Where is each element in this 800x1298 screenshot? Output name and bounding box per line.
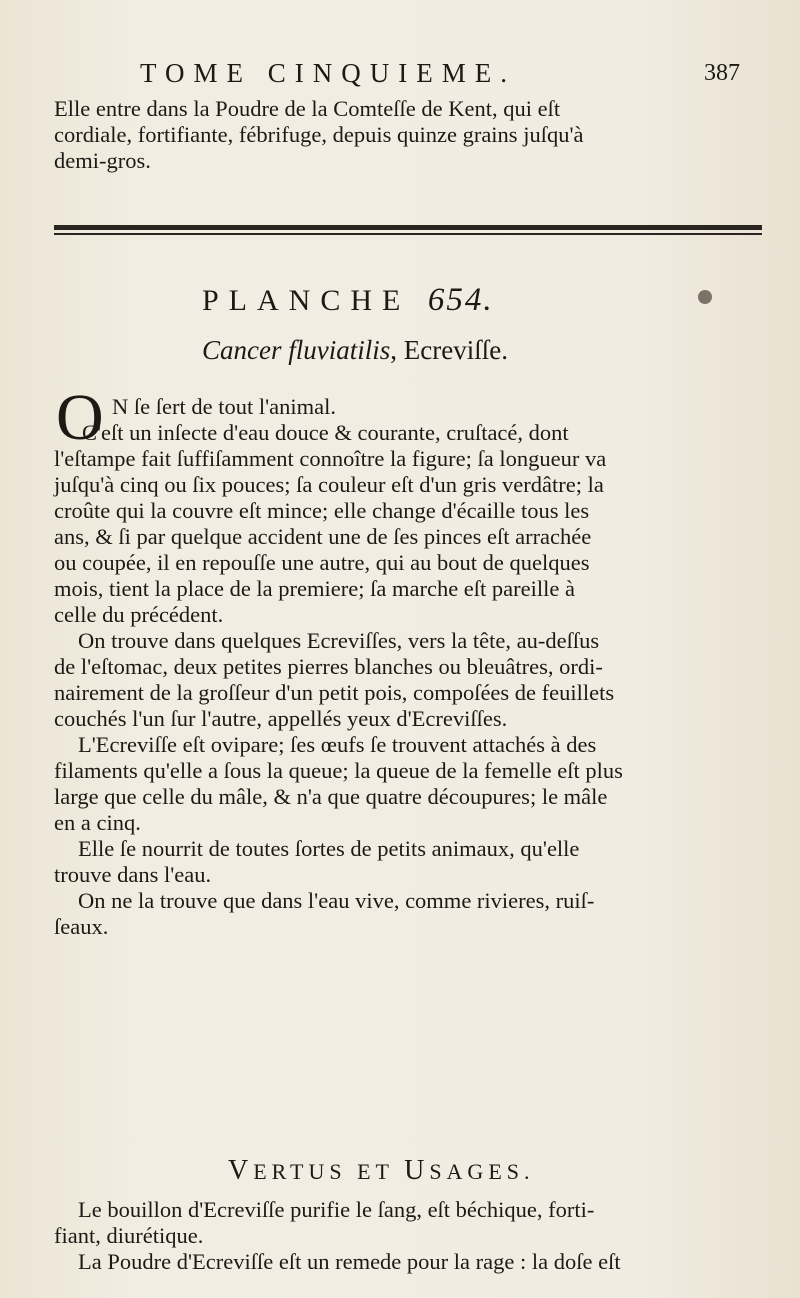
text-line: en a cinq. bbox=[54, 810, 141, 835]
text-line: Elle entre dans la Poudre de la Comteſſe de Kent, qui eſt bbox=[54, 96, 561, 121]
first-lines bbox=[82, 394, 752, 446]
plate-label: PLANCHE bbox=[202, 284, 411, 317]
plate-subtitle bbox=[202, 335, 508, 366]
french-name: , Ecreviſſe. bbox=[390, 335, 508, 365]
text-line: l'eſtampe fait ſuffiſamment connoître la figure; ſa longueur va bbox=[54, 446, 607, 471]
text-line: ſeaux. bbox=[54, 914, 109, 939]
section-heading: VERTUS ET USAGES. bbox=[228, 1155, 535, 1186]
text-line: fiant, diurétique. bbox=[54, 1223, 204, 1248]
page-number: 387 bbox=[704, 60, 740, 86]
text-line: cordiale, fortifiante, fébrifuge, depuis quinze grains juſqu'à bbox=[54, 122, 584, 147]
text-line: couchés l'un ſur l'autre, appellés yeux d'Ecreviſſes. bbox=[54, 706, 508, 731]
running-head bbox=[140, 58, 740, 98]
text-line: juſqu'à cinq ou ſix pouces; ſa couleur eſt d'un gris verdâtre; la bbox=[54, 472, 604, 497]
text-line: L'Ecreviſſe eſt ovipare; ſes œufs ſe trouvent attachés à des bbox=[78, 732, 597, 757]
text-line: large que celle du mâle, & n'a que quatre découpures; le mâle bbox=[54, 784, 608, 809]
intro-paragraph bbox=[54, 96, 754, 174]
text-line: La Poudre d'Ecreviſſe eſt un remede pour la rage : la doſe eſt bbox=[78, 1249, 621, 1274]
text-line: ans, & ſi par quelque accident une de ſes pinces eſt arrachée bbox=[54, 524, 592, 549]
text-line: trouve dans l'eau. bbox=[54, 862, 212, 887]
virtues-text bbox=[54, 1197, 754, 1275]
text-line: Elle ſe nourrit de toutes ſortes de petits animaux, qu'elle bbox=[78, 836, 580, 861]
text-line: celle du précédent. bbox=[54, 602, 224, 627]
text-line: croûte qui la couvre eſt mince; elle change d'écaille tous les bbox=[54, 498, 590, 523]
text-line: filaments qu'elle a ſous la queue; la queue de la femelle eſt plus bbox=[54, 758, 623, 783]
text-line: demi-gros. bbox=[54, 148, 151, 173]
running-title: TOME CINQUIEME. bbox=[140, 58, 516, 88]
text-line: de l'eſtomac, deux petites pierres blanches ou bleuâtres, ordi- bbox=[54, 654, 603, 679]
section-divider bbox=[54, 225, 762, 239]
printer-ornament-icon bbox=[698, 290, 712, 304]
text-line: C'eſt un inſecte d'eau douce & courante, cruſtacé, dont bbox=[82, 420, 569, 445]
text-line: Le bouillon d'Ecreviſſe purifie le ſang, eſt béchique, forti- bbox=[78, 1197, 595, 1222]
plate-number: 654. bbox=[427, 282, 494, 318]
plate-heading bbox=[202, 282, 494, 319]
drop-cap: O bbox=[56, 381, 104, 454]
latin-name: Cancer fluviatilis bbox=[202, 335, 391, 365]
text-line: On ne la trouve que dans l'eau vive, comme rivieres, ruiſ- bbox=[78, 888, 595, 913]
text-line: nairement de la groſſeur d'un petit pois, compoſées de feuillets bbox=[54, 680, 615, 705]
body-text bbox=[54, 446, 754, 940]
text-line: N ſe ſert de tout l'animal. bbox=[112, 394, 336, 419]
text-line: On trouve dans quelques Ecreviſſes, vers la tête, au-deſſus bbox=[78, 628, 600, 653]
text-line: ou coupée, il en repouſſe une autre, qui au bout de quelques bbox=[54, 550, 590, 575]
text-line: mois, tient la place de la premiere; ſa marche eſt pareille à bbox=[54, 576, 575, 601]
